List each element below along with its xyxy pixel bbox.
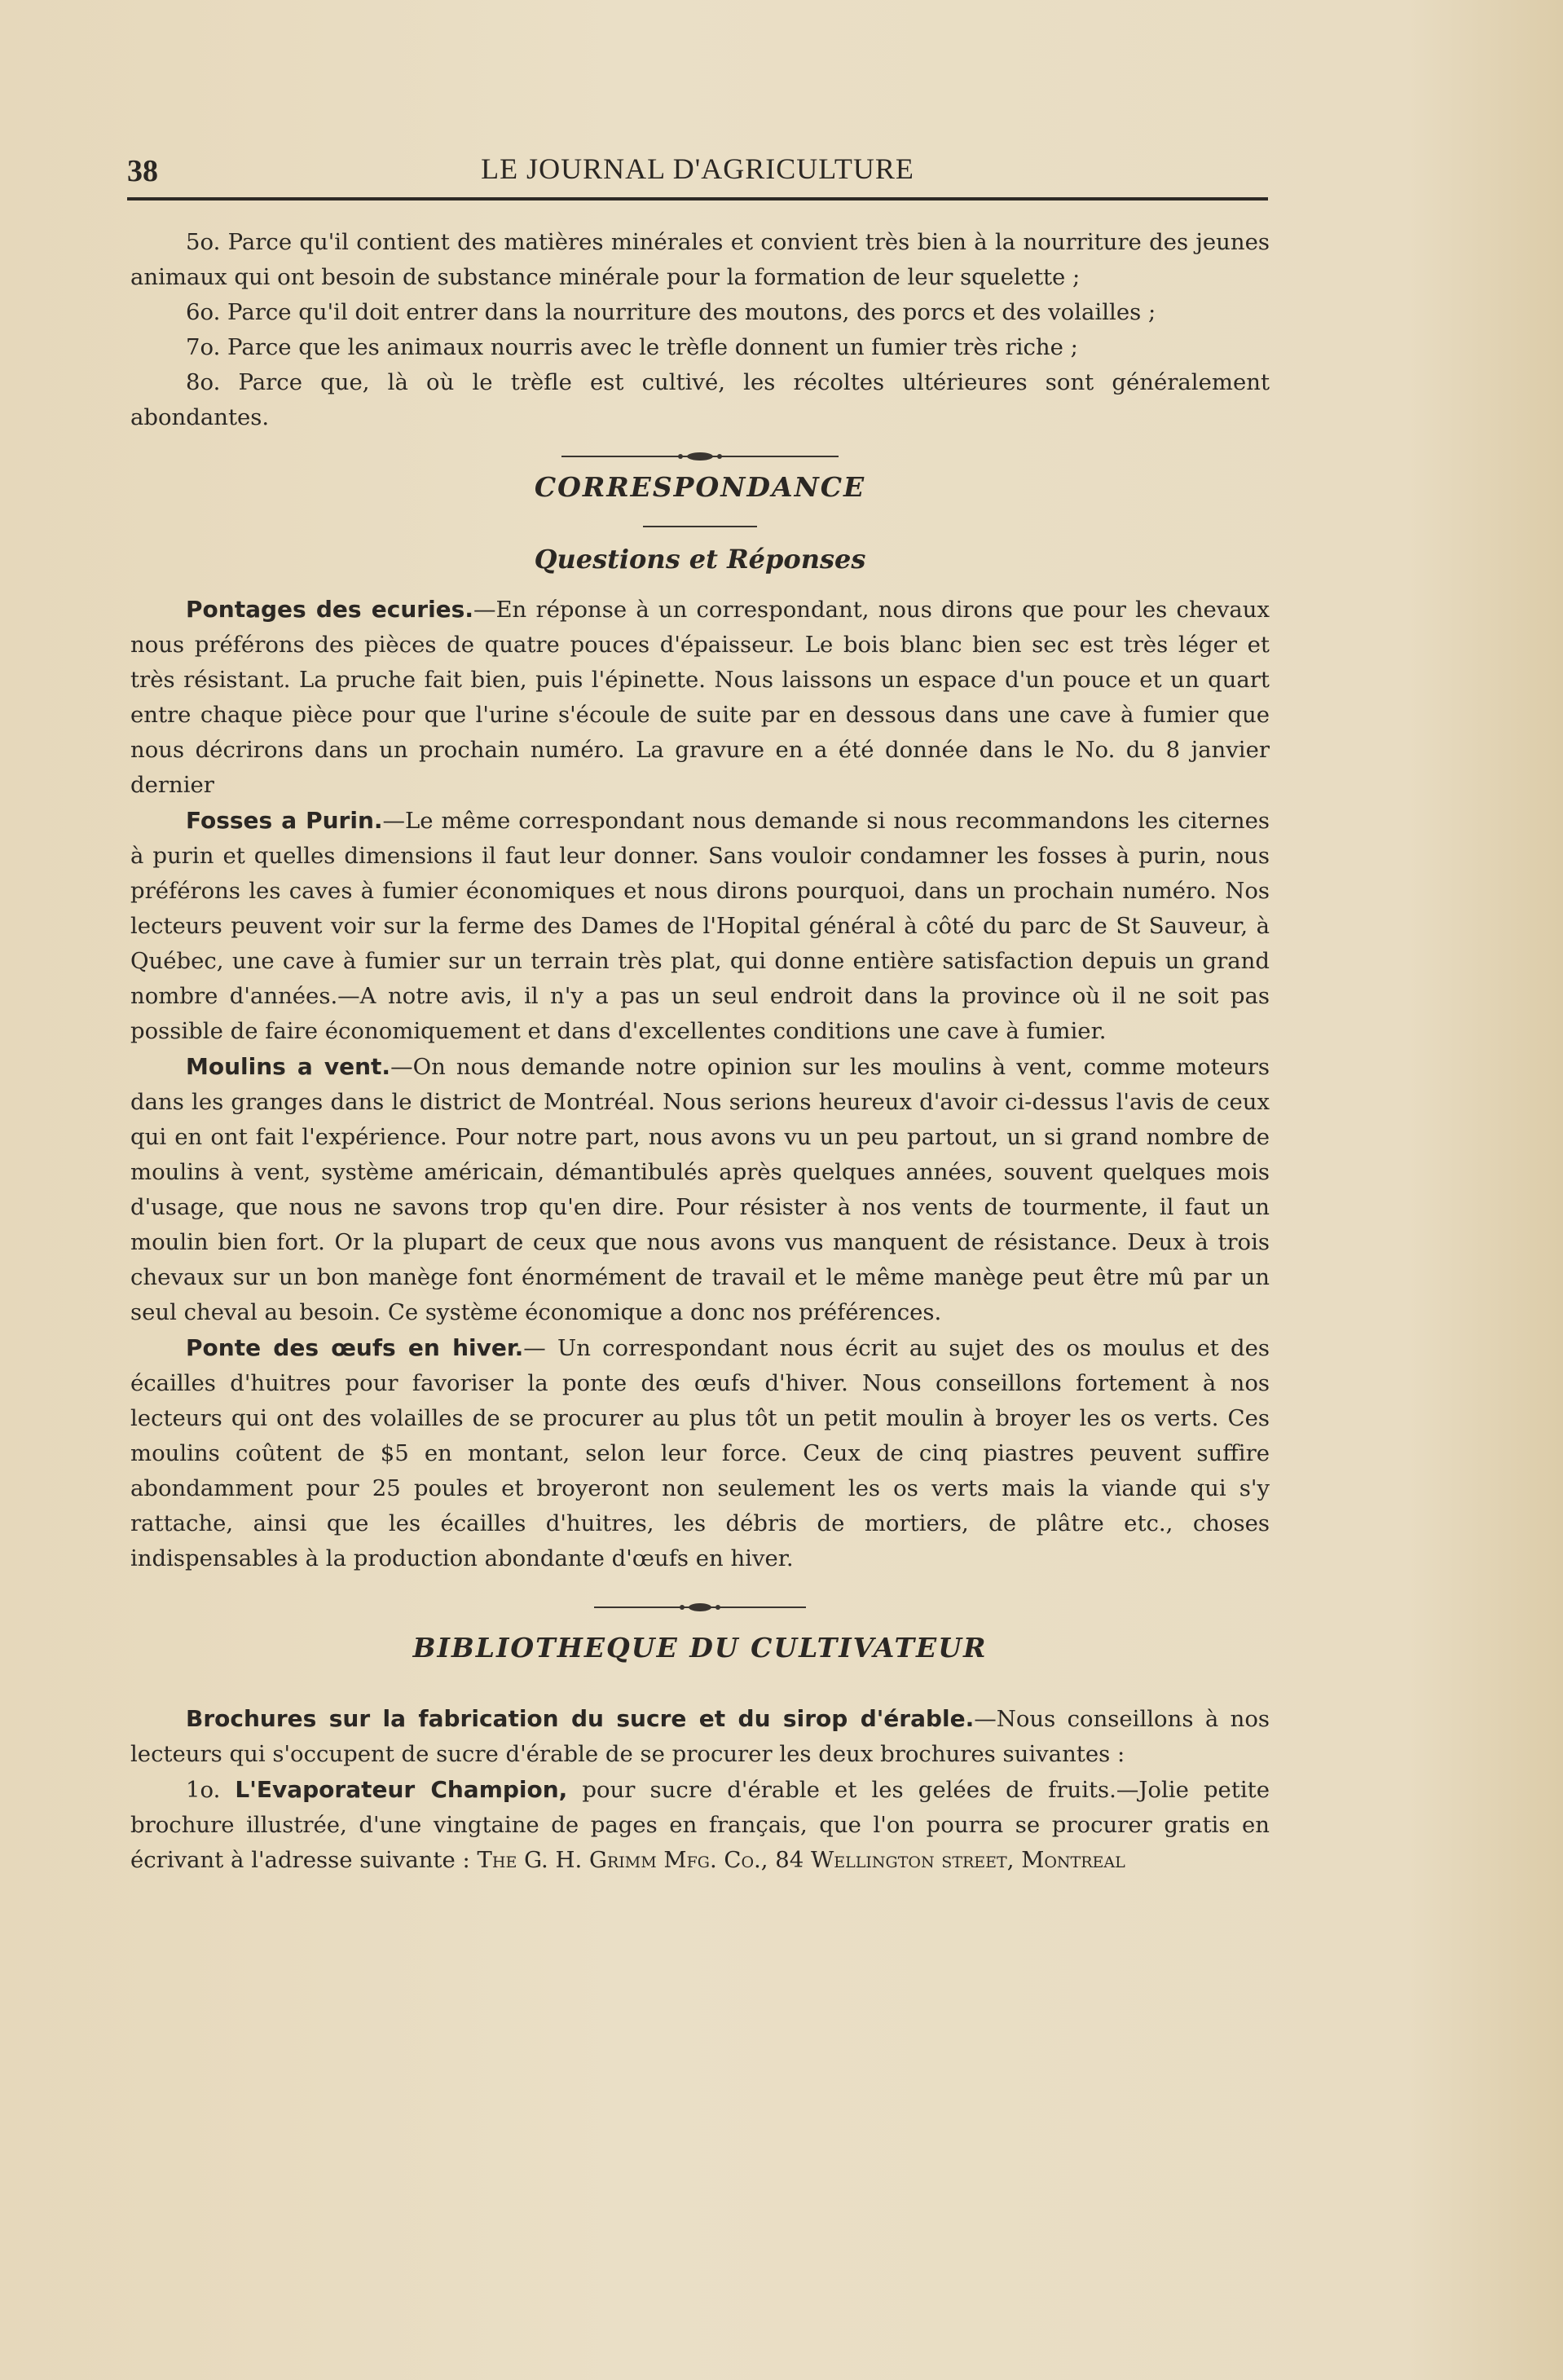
entry-evaporateur	[130, 1772, 1270, 1878]
page-body	[130, 225, 1270, 1878]
entry-text: — Un correspondant nous écrit au sujet des os moulus et des écailles d'huitres pour favoriser la ponte des œufs d'hiver. Nous conseillons fortement à nos lecteurs qui ont des volailles de se procurer au plus tôt un petit moulin à broyer les os verts. Ces moulins coûtent de $5 en montant, selon leur force. Ceux de cinq piastres peuvent suffire abondamment pour 25 poules et broyeront non seulement les os verts mais la viande qui s'y rattache, ainsi que les écailles d'huitres, les débris de mortiers, de plâtre etc., choses indispensables à la production abondante d'œufs en hiver.	[130, 1335, 1270, 1571]
entry-brochures	[130, 1701, 1270, 1772]
entry-prefix: 1o.	[186, 1777, 236, 1803]
entry-lead: Brochures sur la fabrication du sucre et du sirop d'érable.	[186, 1705, 975, 1732]
entry-text: —Nous conseillons à nos lecteurs qui s'occupent de sucre d'érable de se procurer les deux brochures suivantes :	[130, 1706, 1270, 1767]
short-divider	[643, 526, 757, 527]
entry-fosses	[130, 803, 1270, 1049]
ornament-divider	[594, 1601, 806, 1614]
list-item: 6o. Parce qu'il doit entrer dans la nourriture des moutons, des porcs et des volailles ;	[186, 299, 1156, 325]
page-header	[127, 152, 1268, 201]
entry-pontages	[130, 592, 1270, 803]
list-item: 8o. Parce que, là où le trèfle est cultivé, les récoltes ultérieures sont généralement abondantes.	[130, 369, 1270, 430]
ornament-divider	[561, 450, 839, 463]
spacer	[130, 1683, 1270, 1701]
subsection-title: Questions et Réponses	[534, 544, 866, 575]
entry-ponte	[130, 1330, 1270, 1576]
list-item: 7o. Parce que les animaux nourris avec le trèfle donnent un fumier très riche ;	[186, 334, 1078, 360]
entry-text: —On nous demande notre opinion sur les moulins à vent, comme moteurs dans les granges dans le district de Montréal. Nous serions heureux d'avoir ci-dessus l'avis de ceux qui en ont fait l'expérience. Pour notre part, nous avons vu un peu partout, un si grand nombre de moulins à vent, système américain, démantibulés après quelques années, souvent quelques mois d'usage, que nous ne savons trop qu'en dire. Pour résister à nos vents de tourmente, il faut un moulin bien fort. Or la plupart de ceux que nous avons vus manquent de résistance. Deux à trois chevaux sur un bon manège font énormément de travail et le même manège peut être mû par un seul cheval au besoin. Ce système économique a donc nos préférences.	[130, 1054, 1270, 1325]
entry-lead: Pontages des ecuries.	[186, 596, 473, 623]
entry-lead: Moulins a vent.	[186, 1053, 391, 1080]
section-title-correspondance: CORRESPONDANCE	[534, 471, 866, 503]
entry-address: The G. H. Grimm Mfg. Co., 84 Wellington street, Montreal	[477, 1847, 1125, 1873]
entry-text: —Le même correspondant nous demande si nous recommandons les citernes à purin et quelles dimensions il faut leur donner. Sans vouloir condamner les fosses à purin, nous préférons les caves à fumier économiques et nous dirons pourquoi, dans un prochain numéro. Nos lecteurs peuvent voir sur la ferme des Dames de l'Hopital général à côté du parc de St Sauveur, à Québec, une cave à fumier sur un terrain très plat, qui donne entière satisfaction depuis un grand nombre d'années.—A notre avis, il n'y a pas un seul endroit dans la province où il ne soit pas possible de faire économiquement et dans d'excellentes conditions une cave à fumier.	[130, 808, 1270, 1044]
entry-lead: Ponte des œufs en hiver.	[186, 1334, 524, 1361]
section-title-bibliotheque: BIBLIOTHEQUE DU CULTIVATEUR	[412, 1632, 988, 1664]
page-number: 38	[127, 154, 158, 188]
entry-lead: Fosses a Purin.	[186, 807, 383, 834]
entry-text: —En réponse à un correspondant, nous dirons que pour les chevaux nous préférons des pièces de quatre pouces d'épaisseur. Le bois blanc bien sec est très léger et très résistant. La pruche fait bien, puis l'épinette. Nous laissons un espace d'un pouce et un quart entre chaque pièce pour que l'urine s'écoule de suite par en dessous dans une cave à fumier que nous décrirons dans un prochain numéro. La gravure en a été donnée dans le No. du 8 janvier dernier	[130, 597, 1270, 798]
running-title: LE JOURNAL D'AGRICULTURE	[481, 152, 914, 185]
spacer	[130, 1665, 1270, 1683]
entry-lead: L'Evaporateur Champion,	[235, 1776, 568, 1803]
list-item: 5o. Parce qu'il contient des matières minérales et convient très bien à la nourriture des jeunes animaux qui ont besoin de substance minérale pour la formation de leur squelette ;	[130, 229, 1270, 290]
intro-list	[130, 225, 1270, 435]
entry-moulins	[130, 1049, 1270, 1330]
entry-text: pour sucre d'érable et les gelées de fruits.—Jolie petite brochure illustrée, d'une vingtaine de pages en français, que l'on pourra se procurer gratis en écrivant à l'adresse suivante :	[130, 1777, 1270, 1873]
